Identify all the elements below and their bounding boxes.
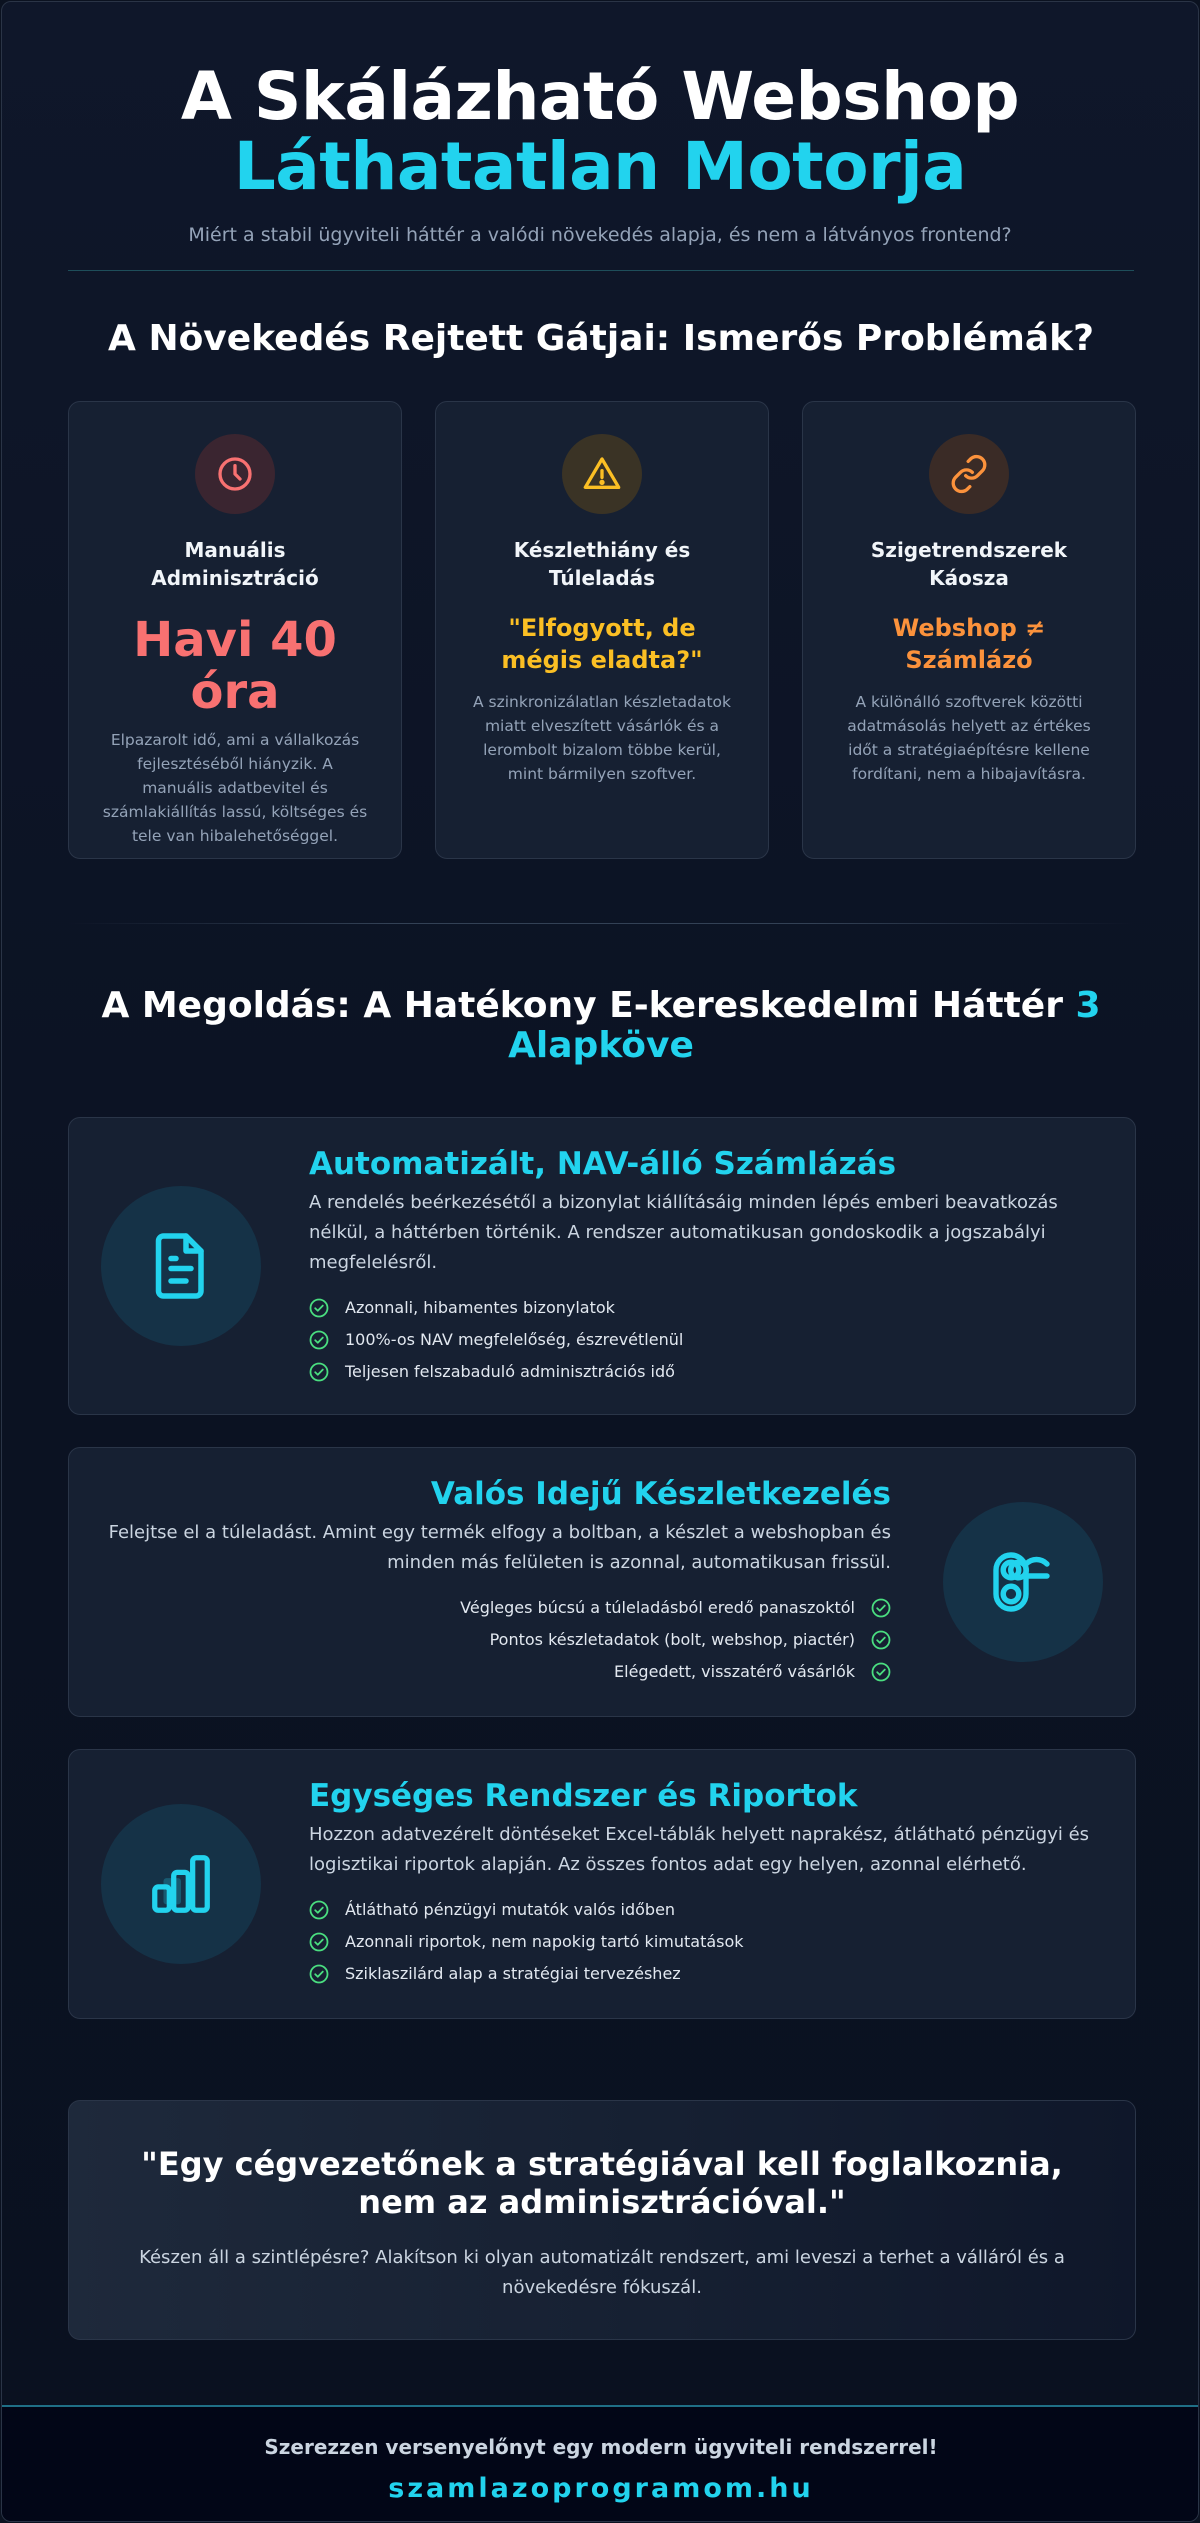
solution-bullets: [97, 1592, 891, 1688]
hero-title-line2: Láthatatlan Motorja: [233, 128, 967, 205]
problem-title: Szigetrendszerek Káosza: [870, 538, 1068, 590]
divider: [68, 923, 1134, 924]
problem-card-stock: [435, 401, 769, 859]
bullet-text: Pontos készletadatok (bolt, webshop, piactér): [489, 1630, 855, 1649]
solution-description: Hozzon adatvezérelt döntéseket Excel-táblák helyett naprakész, átlátható pénzügyi és logisztikai riportok alapján. Az összes fontos adat egy helyen, azonnal elérhető.: [309, 1824, 1090, 1875]
problem-highlight: Havi 40 óra: [133, 612, 337, 720]
footer-url-link[interactable]: szamlazoprogramom.hu: [388, 2473, 814, 2504]
problem-description: A szinkronizálatlan készletadatok miatt elveszített vásárlók és a lerombolt bizalom többe kerül, mint bármilyen szoftver.: [472, 693, 732, 783]
problem-highlight: "Elfogyott, de mégis eladta?": [501, 614, 703, 674]
solution-title: Automatizált, NAV-álló Számlázás: [309, 1146, 897, 1182]
solution-bullets: [309, 1292, 1109, 1388]
quote-box: [68, 2100, 1136, 2340]
solution-card-inventory: [68, 1447, 1136, 1717]
check-icon: [871, 1598, 891, 1618]
list-item: [309, 1292, 1109, 1324]
solution-bullets: [309, 1894, 1109, 1990]
solution-text: [309, 1144, 1109, 1388]
solution-description: A rendelés beérkezésétől a bizonylat kiállításáig minden lépés emberi beavatkozás nélkül, a háttérben történik. A rendszer automatikusan gondoskodik a jogszabályi megfelelésről.: [309, 1192, 1058, 1273]
check-icon: [871, 1662, 891, 1682]
list-item: [309, 1958, 1109, 1990]
hero-title-line1: A Skálázható Webshop: [180, 58, 1020, 135]
check-icon: [309, 1932, 329, 1952]
solution-title: Egységes Rendszer és Riportok: [309, 1778, 858, 1814]
warning-icon: [562, 434, 642, 514]
list-item: [309, 1926, 1109, 1958]
check-icon: [309, 1362, 329, 1382]
check-icon: [871, 1630, 891, 1650]
list-item: [309, 1894, 1109, 1926]
footer: [2, 2405, 1199, 2522]
bullet-text: 100%-os NAV megfelelőség, észrevétlenül: [345, 1330, 684, 1349]
clock-icon: [195, 434, 275, 514]
check-icon: [309, 1900, 329, 1920]
solution-text: [309, 1776, 1109, 1990]
problem-highlight: Webshop ≠ Számlázó: [892, 614, 1046, 674]
divider: [68, 270, 1134, 271]
check-icon: [309, 1964, 329, 1984]
coins-icon: [943, 1502, 1103, 1662]
problem-title: Manuális Adminisztráció: [151, 538, 319, 590]
bullet-text: Teljesen felszabaduló adminisztrációs idő: [345, 1362, 675, 1381]
solution-title: Valós Idejű Készletkezelés: [430, 1476, 891, 1512]
bullet-text: Azonnali riportok, nem napokig tartó kimutatások: [345, 1932, 744, 1951]
problem-title: Készlethiány és Túleladás: [513, 538, 691, 590]
list-item: [97, 1656, 891, 1688]
solution-card-reporting: [68, 1749, 1136, 2019]
quote-line1: "Egy cégvezetőnek a stratégiával kell foglalkoznia,: [141, 2145, 1063, 2183]
infographic-page: [1, 1, 1199, 2522]
list-item: [309, 1324, 1109, 1356]
bullet-text: Azonnali, hibamentes bizonylatok: [345, 1298, 615, 1317]
solutions-title: [2, 986, 1199, 1066]
problem-card-silos: [802, 401, 1136, 859]
bullet-text: Elégedett, visszatérő vásárlók: [614, 1662, 855, 1681]
bullet-text: Végleges búcsú a túleladásból eredő panaszoktól: [460, 1598, 855, 1617]
problem-description: A különálló szoftverek közötti adatmásolás helyett az értékes időt a stratégiaépítésre kellene fordítani, nem a hibajavításra.: [847, 693, 1091, 783]
problems-title: A Növekedés Rejtett Gátjai: Ismerős Problémák?: [108, 318, 1094, 359]
link-icon: [929, 434, 1009, 514]
footer-tagline: Szerezzen versenyelőnyt egy modern ügyviteli rendszerrel!: [264, 2435, 938, 2459]
bar-chart-icon: [101, 1804, 261, 1964]
quote-text: Készen áll a szintlépésre? Alakítson ki olyan automatizált rendszert, ami leveszi a terhet a válláról és a növekedésre fókuszál.: [139, 2247, 1065, 2298]
problem-card-manual-admin: [68, 401, 402, 859]
solutions-title-accent: 3 Alapköve: [508, 985, 1101, 1066]
check-icon: [309, 1330, 329, 1350]
bullet-text: Átlátható pénzügyi mutatók valós időben: [345, 1900, 676, 1919]
solution-text: [97, 1474, 891, 1688]
solution-card-invoicing: [68, 1117, 1136, 1415]
problem-description: Elpazarolt idő, ami a vállalkozás fejlesztéséből hiányzik. A manuális adatbevitel és számlakiállítás lassú, költséges és tele van hibalehetőséggel.: [102, 731, 368, 845]
bullet-text: Sziklaszilárd alap a stratégiai tervezéshez: [345, 1964, 681, 1983]
check-icon: [309, 1298, 329, 1318]
hero-subtitle: Miért a stabil ügyviteli háttér a valódi növekedés alapja, és nem a látványos frontend?: [188, 224, 1012, 246]
list-item: [309, 1356, 1109, 1388]
hero: [2, 2, 1198, 246]
document-icon: [101, 1186, 261, 1346]
quote-line2: nem az adminisztrációval.": [358, 2183, 846, 2221]
list-item: [97, 1624, 891, 1656]
solution-description: Felejtse el a túleladást. Amint egy termék elfogy a boltban, a készlet a webshopban és minden más felületen is azonnal, automatikusan frissül.: [108, 1522, 891, 1573]
list-item: [97, 1592, 891, 1624]
solutions-title-main: A Megoldás: A Hatékony E-kereskedelmi Háttér: [101, 985, 1063, 1026]
hero-title: [2, 58, 1198, 205]
